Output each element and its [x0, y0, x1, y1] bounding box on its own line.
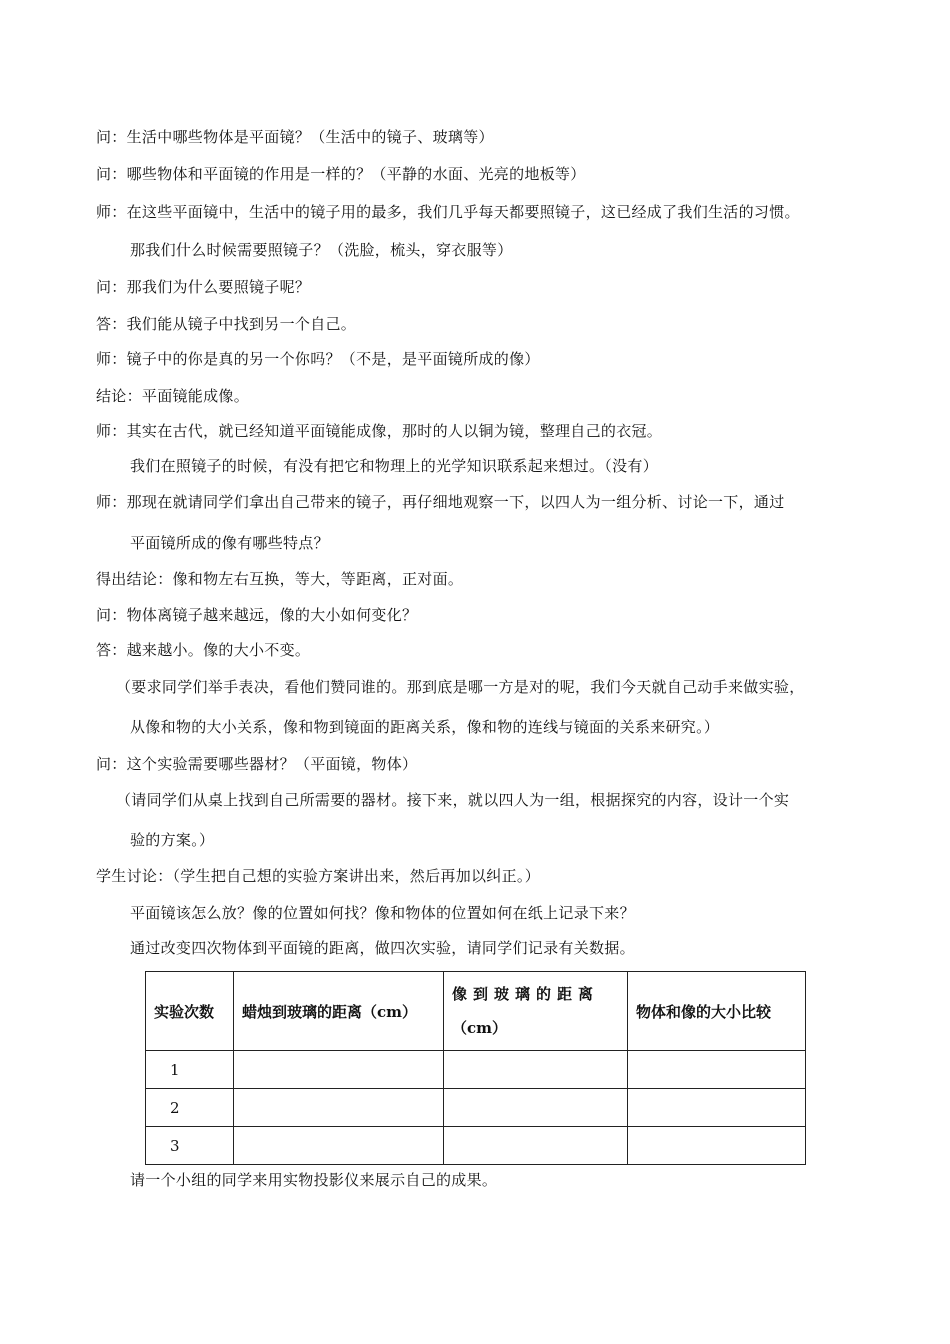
- header-candle-distance: 蜡烛到玻璃的距离（cm）: [234, 972, 444, 1051]
- empty-cell: [234, 1051, 444, 1089]
- text-line: 问：物体离镜子越来越远，像的大小如何变化？: [96, 606, 418, 624]
- empty-cell: [444, 1127, 628, 1165]
- empty-cell: [628, 1127, 806, 1165]
- trial-number-cell: 2: [146, 1089, 234, 1127]
- text-line: 答：越来越小。像的大小不变。: [96, 641, 311, 659]
- text-line: 师：那现在就请同学们拿出自己带来的镜子，再仔细地观察一下，以四人为一组分析、讨论一下，通过: [96, 493, 785, 511]
- footer-line: 请一个小组的同学来用实物投影仪来展示自己的成果。: [130, 1171, 498, 1189]
- text-line: 问：哪些物体和平面镜的作用是一样的？（平静的水面、光亮的地板等）: [96, 165, 586, 183]
- text-line: 得出结论：像和物左右互换，等大，等距离，正对面。: [96, 570, 464, 588]
- table-row: [146, 1051, 806, 1089]
- empty-cell: [628, 1089, 806, 1127]
- text-line: 问：生活中哪些物体是平面镜？（生活中的镜子、玻璃等）: [96, 128, 494, 146]
- empty-cell: [628, 1051, 806, 1089]
- header-image-distance-unit: （cm）: [452, 1019, 508, 1037]
- experiment-data-table: [145, 971, 806, 1165]
- text-line: 平面镜所成的像有哪些特点？: [130, 534, 329, 552]
- text-line: 问：这个实验需要哪些器材？（平面镜，物体）: [96, 755, 418, 773]
- header-size-comparison: 物体和像的大小比较: [628, 972, 806, 1051]
- trial-number-cell: 1: [146, 1051, 234, 1089]
- text-line: 问：那我们为什么要照镜子呢？: [96, 278, 311, 296]
- text-line: 从像和物的大小关系，像和物到镜面的距离关系，像和物的连线与镜面的关系来研究。）: [130, 718, 720, 736]
- text-line: 那我们什么时候需要照镜子？（洗脸，梳头，穿衣服等）: [130, 241, 513, 259]
- text-line: 通过改变四次物体到平面镜的距离，做四次实验，请同学们记录有关数据。: [130, 939, 635, 957]
- table-row: [146, 1127, 806, 1165]
- text-line: 师：镜子中的你是真的另一个你吗？（不是，是平面镜所成的像）: [96, 350, 540, 368]
- text-line: 结论：平面镜能成像。: [96, 387, 250, 405]
- empty-cell: [444, 1051, 628, 1089]
- text-line: 学生讨论：（学生把自己想的实验方案讲出来，然后再加以纠正。）: [96, 867, 541, 885]
- table-row: [146, 1089, 806, 1127]
- table-header-row: [146, 972, 806, 1051]
- empty-cell: [444, 1089, 628, 1127]
- text-line: （请同学们从桌上找到自己所需要的器材。接下来，就以四人为一组，根据探究的内容，设计一个实: [116, 791, 790, 809]
- text-line: （要求同学们举手表决，看他们赞同谁的。那到底是哪一方是对的呢，我们今天就自己动手来做实验，: [116, 678, 805, 696]
- text-line: 师：在这些平面镜中，生活中的镜子用的最多，我们几乎每天都要照镜子，这已经成了我们生活的习惯。: [96, 203, 800, 221]
- header-trial-number: 实验次数: [146, 972, 234, 1051]
- text-line: 师：其实在古代，就已经知道平面镜能成像，那时的人以铜为镜，整理自己的衣冠。: [96, 422, 663, 440]
- header-image-distance: [444, 972, 628, 1051]
- header-image-distance-label: 像到玻璃的距离: [452, 985, 600, 1003]
- trial-number-cell: 3: [146, 1127, 234, 1165]
- text-line: 平面镜该怎么放？像的位置如何找？像和物体的位置如何在纸上记录下来？: [130, 904, 635, 922]
- empty-cell: [234, 1089, 444, 1127]
- text-line: 验的方案。）: [130, 831, 215, 849]
- text-line: 答：我们能从镜子中找到另一个自己。: [96, 315, 357, 333]
- text-line: 我们在照镜子的时候，有没有把它和物理上的光学知识联系起来想过。（没有）: [130, 457, 659, 475]
- empty-cell: [234, 1127, 444, 1165]
